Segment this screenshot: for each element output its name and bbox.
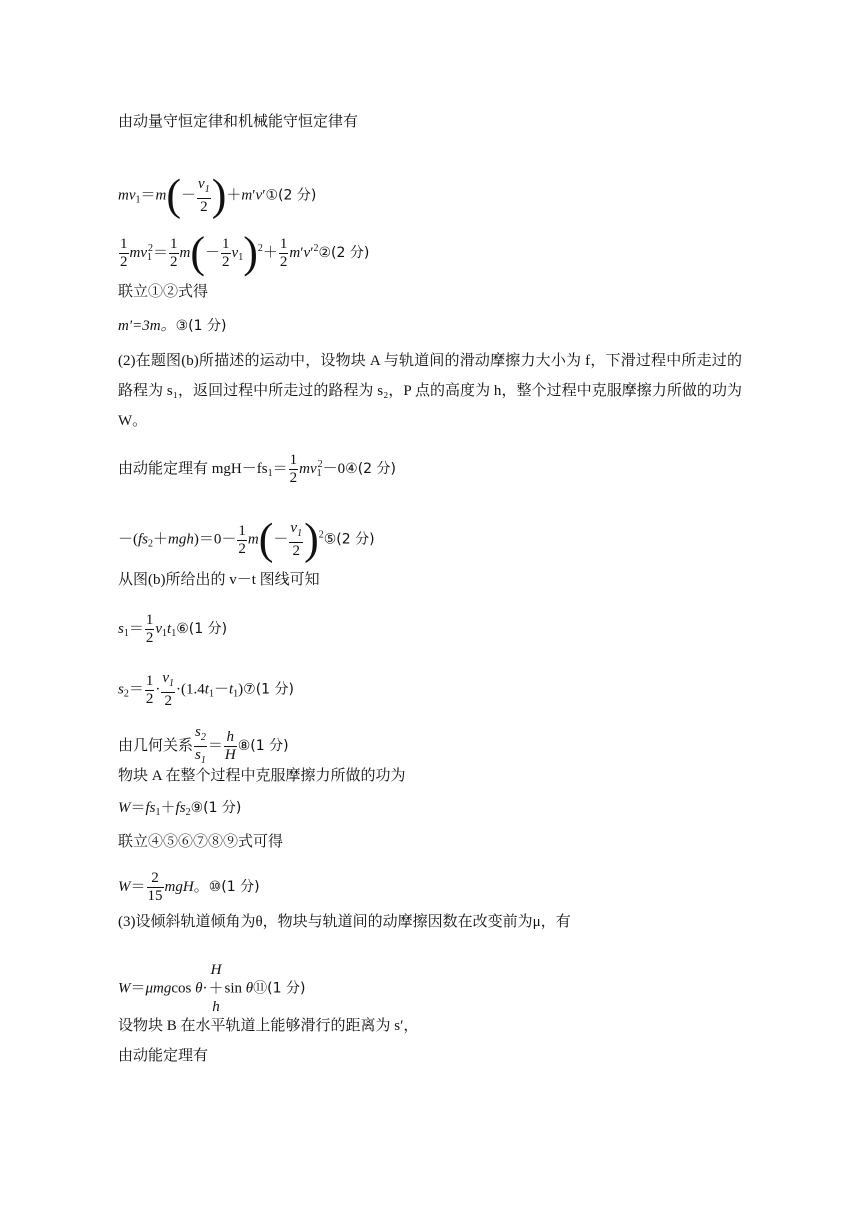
text-line: 设物块 B 在水平轨道上能够滑行的距离为 s′， xyxy=(118,1018,419,1034)
text-line: 由动能定理有 xyxy=(118,1048,209,1064)
equation-tag: ⑧(1 分) xyxy=(237,737,289,754)
equation-tag: ②(2 分) xyxy=(318,244,370,261)
equation-work-energy: 由动能定理有 $mgH-fs_1=$ $\frac{1}{2}$ $mv_1^2-0④(2$ 分) xyxy=(118,452,396,486)
equation-friction-work: W＝μmgcos θ· H ＋ h sin θ⑪(1 分) xyxy=(118,962,306,1015)
equation-geometry: 由几何关系 $\frac{s_2}{s_1}$ ＝ $\frac{h}{H}$ ⑧(1 分) xyxy=(118,724,289,769)
result-text: m′=3m。 xyxy=(118,318,176,334)
text-line: 物块 A 在整个过程中克服摩擦力所做的功为 xyxy=(118,768,406,784)
equation-tag: (1 分) xyxy=(267,980,306,997)
equation-momentum: $mv_1=m(-$ $\frac{v_1}{2}$ )＋m′v′①(2 分) xyxy=(118,170,317,220)
equation-w-result: W＝ $\frac{2}{15}$ mgH。⑩(1 分) xyxy=(118,870,260,904)
text-line: 从图(b)所给出的 v－t 图线可知 xyxy=(118,572,320,588)
equation-tag: ⑤(2 分) xyxy=(323,531,375,548)
equation-s2: $s_2=$ $\frac{1}{2}$ · $\frac{v_1}{2}$ $\cdot(1.4t_1-t_1)⑦(1$ 分) xyxy=(118,670,294,709)
equation-tag: ⑩(1 分) xyxy=(208,878,260,895)
paragraph: (2)在题图(b)所描述的运动中，设物块 A 与轨道间的滑动摩擦力大小为 f，下滑过程中所走过的路程为 s₁，返回过程中所走过的路程为 s₂，P 点的高度为 h，整个过程中克服摩擦力所做的功为 W。 xyxy=(118,353,742,429)
equation-result xyxy=(118,316,226,336)
equation-tag: ①(2 分) xyxy=(265,187,317,204)
equation-tag: ③(1 分) xyxy=(175,318,227,334)
equation-energy: $\frac{1}{2}$ $mv_1^2=$ $\frac{1}{2}$ m(－ $\frac{1}{2}$ $v_1)^2+$ $\frac{1}{2}$ $m'v'^2②(2$ 分) xyxy=(120,227,370,277)
equation-s1: $s_1=$ $\frac{1}{2}$ $v_1t_1⑥(1$ 分) xyxy=(118,612,228,646)
equation-tag: ⑥(1 分) xyxy=(176,620,228,637)
eq4-prefix: 由动能定理有 mgH－fs xyxy=(118,460,268,477)
equation-total-work: $W=fs_1+fs_2⑨(1$ 分) xyxy=(118,800,242,818)
eq8-prefix: 由几何关系 xyxy=(118,737,194,754)
equation-return: $-(fs_2+mgh)=0-$ $\frac{1}{2}$ m(－ $\frac{v_1}{2}$ )$^2$⑤(2 分) xyxy=(118,514,375,564)
text-line: 联立①②式得 xyxy=(118,284,209,300)
equation-tag: ④(2 分) xyxy=(345,460,396,477)
text-line: 联立④⑤⑥⑦⑧⑨式可得 xyxy=(118,834,284,850)
text-line: 由动量守恒定律和机械能守恒定律有 xyxy=(118,114,359,130)
equation-tag: ⑦(1 分) xyxy=(243,681,294,698)
text-line: (3)设倾斜轨道倾角为θ，物块与轨道间的动摩擦因数在改变前为μ，有 xyxy=(118,914,571,930)
